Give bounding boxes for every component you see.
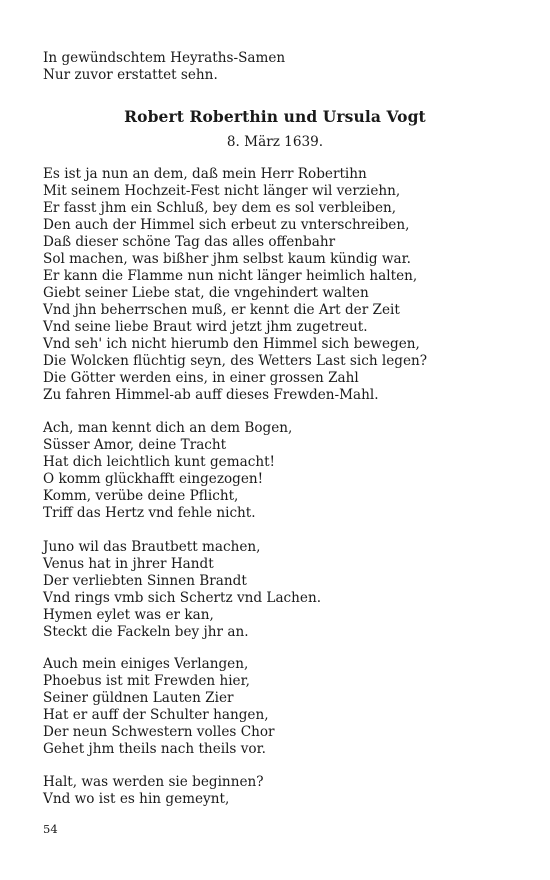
verse-line: Den auch der Himmel sich erbeut zu vnterschreiben, [43,217,410,233]
verse-line: Venus hat in jhrer Handt [43,556,214,572]
verse-line: Steckt die Fackeln bey jhr an. [43,624,249,640]
verse-line: Komm, verübe deine Pflicht, [43,488,239,504]
verse-line: Auch mein einiges Verlangen, [43,656,249,672]
verse-line: Süsser Amor, deine Tracht [43,437,227,453]
verse-line: Phoebus ist mit Frewden hier, [43,673,250,689]
verse-line: Halt, was werden sie beginnen? [43,774,264,790]
verse-line: Vnd seine liebe Braut wird jetzt jhm zugetreut. [43,319,368,335]
verse-line: Ach, man kennt dich an dem Bogen, [43,420,293,436]
verse-line: O komm glückhafft eingezogen! [43,471,264,487]
verse-line: Triff das Hertz vnd fehle nicht. [43,505,256,521]
verse-line: Sol machen, was bißher jhm selbst kaum kündig war. [43,251,411,267]
stanza-2 [43,420,513,522]
verse-line: Giebt seiner Liebe stat, die vngehindert walten [43,285,369,301]
page-number: 54 [43,822,58,836]
verse-line: Die Götter werden eins, in einer grossen Zahl [43,370,359,386]
verse-line: Hymen eylet was er kan, [43,607,214,623]
verse-line: Die Wolcken flüchtig seyn, des Wetters Last sich legen? [43,353,428,369]
stanza-5 [43,774,513,808]
verse-line: Daß dieser schöne Tag das alles offenbahr [43,234,336,250]
verse-line: Vnd rings vmb sich Schertz vnd Lachen. [43,590,322,606]
verse-line: Vnd seh' ich nicht hierumb den Himmel sich bewegen, [43,336,420,352]
verse-line: Er kann die Flamme nun nicht länger heimlich halten, [43,268,418,284]
stanza-carryover [43,50,513,84]
verse-line: In gewündschtem Heyraths-Samen [43,50,286,66]
stanza-1 [43,166,513,404]
verse-line: Seiner güldnen Lauten Zier [43,690,234,706]
verse-line: Vnd wo ist es hin gemeynt, [43,791,230,807]
verse-line: Der neun Schwestern volles Chor [43,724,275,740]
poem-title: Robert Roberthin und Ursula Vogt [124,107,426,126]
verse-line: Vnd jhn beherrschen muß, er kennt die Art der Zeit [43,302,400,318]
verse-line: Der verliebten Sinnen Brandt [43,573,247,589]
verse-line: Hat er auff der Schulter hangen, [43,707,269,723]
verse-line: Hat dich leichtlich kunt gemacht! [43,454,276,470]
verse-line: Es ist ja nun an dem, daß mein Herr Robertihn [43,166,367,182]
stanza-4 [43,656,513,758]
verse-line: Nur zuvor erstattet sehn. [43,67,218,83]
verse-line: Mit seinem Hochzeit-Fest nicht länger wil verziehn, [43,183,401,199]
verse-line: Zu fahren Himmel-ab auff dieses Frewden-Mahl. [43,387,379,403]
stanza-3 [43,539,513,641]
verse-line: Gehet jhm theils nach theils vor. [43,741,266,757]
verse-line: Juno wil das Brautbett machen, [43,539,261,555]
verse-line: Er fasst jhm ein Schluß, bey dem es sol verbleiben, [43,200,397,216]
poem-date: 8. März 1639. [226,134,324,150]
